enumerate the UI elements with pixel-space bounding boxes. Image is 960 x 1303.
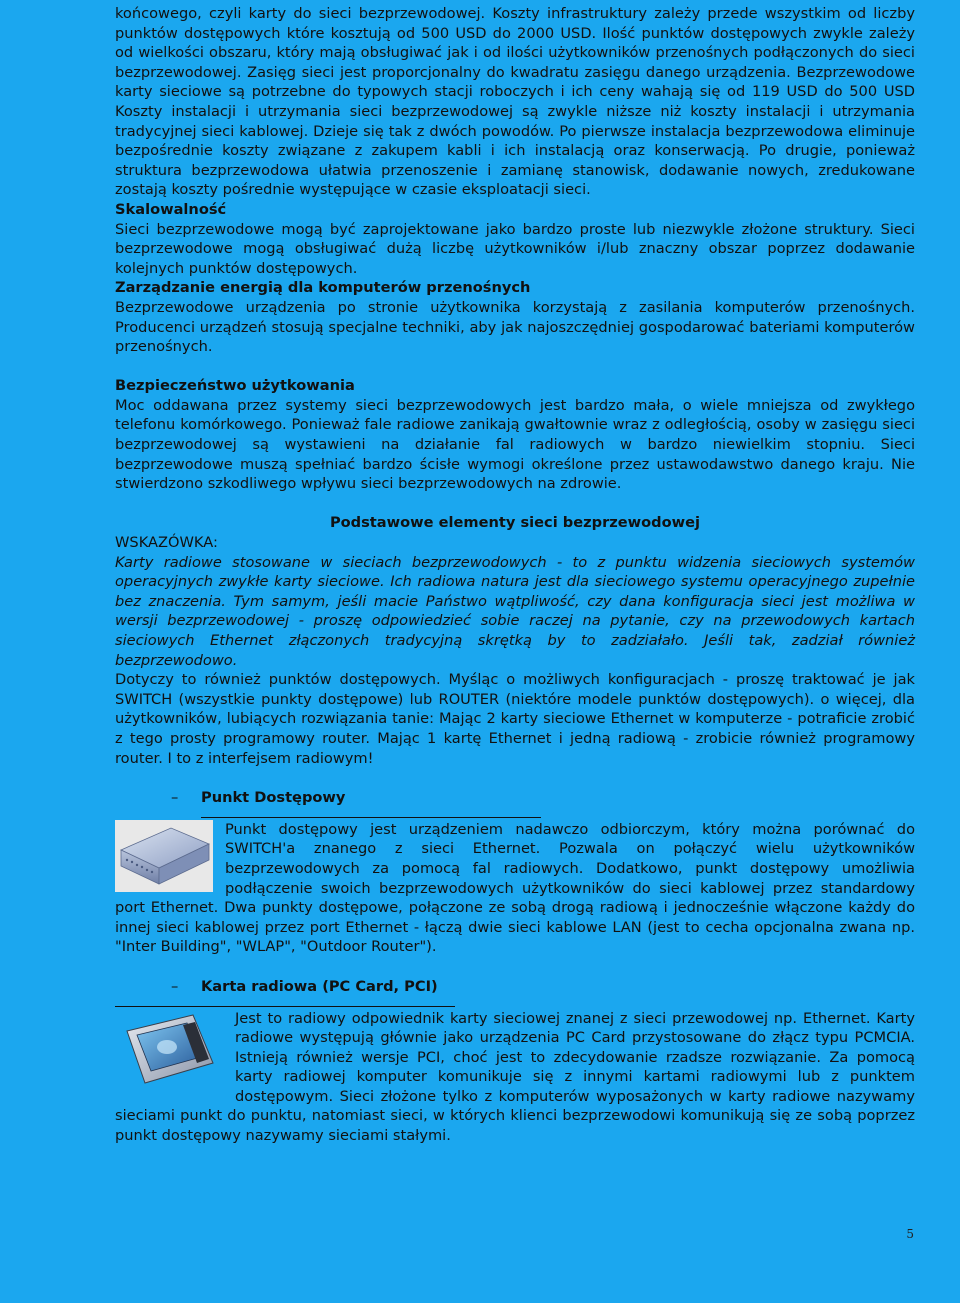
paragraph-radio-card: Jest to radiowy odpowiednik karty sieciowej znanej z sieci przewodowej np. Ethernet. Karty radiowe występują głównie jako urządzenia PC Card przystosowane do złącz typu PCMCIA. Istnieją również wersje PCI, choć jest to zdecydowanie rzadsze rozwiązanie. Za pomocą karty radiowej komputer komunikuje się z innymi kartami radiowymi lub z punktem dostępowym. Sieci złożone tylko z komputerów wyposażonych w karty radiowe nazywamy sieciami punkt do punktu, natomiast sieci, w których klienci bezprzewodowi komunikują się ze sobą poprzez punkt dostępowy nazywamy sieciami stałymi. — [115, 1009, 915, 1145]
paragraph-safety: Moc oddawana przez systemy sieci bezprzewodowych jest bardzo mała, o wiele mniejsza od zwykłego telefonu komórkowego. Ponieważ fale radiowe zanikają gwałtownie wraz z odległością, osoby w zasięgu sieci bezprzewodowej są wystawieni na działanie fal radiowych w bardzo niewielkim stopniu. Sieci bezprzewodowe muszą spełniać bardzo ścisłe wymogi określone przez ustawodawstwo danego kraju. Nie stwierdzono szkodliwego wpływu sieci bezprzewodowych na zdrowie. — [115, 396, 915, 493]
heading-access-point: Punkt Dostępowy — [201, 789, 346, 807]
paragraph-tip: Karty radiowe stosowane w sieciach bezprzewodowych - to z punktu widzenia sieciowych systemów operacyjnych zwykłe karty sieciowe. Ich radiowa natura jest dla sieciowego systemu operacyjnego zupełnie bez znaczenia. Tym samym, jeśli macie Państwo wątpliwość, czy dana konfiguracja sieci jest możliwa w wersji bezprzewodowej - proszę odpowiedzieć sobie raczej na pytanie, czy na przewodowych kartach sieciowych Ethernet złączonych tradycyjną skrętką by to zadziałało. Jeśli tak, zadział również bezprzewodowo. — [115, 553, 915, 669]
access-point-image — [115, 820, 213, 892]
paragraph-scalability: Sieci bezprzewodowe mogą być zaprojektowane jako bardzo proste lub niezwykle złożone struktury. Sieci bezprzewodowe mogą obsługiwać dużą liczbę użytkowników i/lub znaczny obszar poprzez dodawanie kolejnych punktów dostępowych. — [115, 220, 915, 277]
paragraph-costs: końcowego, czyli karty do sieci bezprzewodowej. Koszty infrastruktury zależy przede wszystkim od liczby punktów dostępowych które kosztują od 500 USD do 2000 USD. Ilość punktów dostępowych zwykle zależy od wielkości obszaru, który mają obsługiwać jak i od ilości użytkowników przenośnych podłączonych do sieci bezprzewodowej. Zasięg sieci jest proporcjonalny do kwadratu zasięgu danego urządzenia. Bezprzewodowe karty sieciowe są potrzebne do typowych stacji roboczych i ich ceny wahają się od 119 USD do 500 USD Koszty instalacji i utrzymania sieci bezprzewodowej są zwykle niższe niż koszty instalacji i utrzymania tradycyjnej sieci kablowej. Dzieje się tak z dwóch powodów. Po pierwsze instalacja bezprzewodowa eliminuje bezpośrednie koszty związane z zakupem kabli i ich instalacją oraz konserwacją. Po drugie, ponieważ struktura bezprzewodowa ułatwia przenoszenie i zamianę stanowisk, dodawanie nowych, zredukowane zostają koszty pośrednie występujące w czasie eksploatacji sieci. — [115, 5, 915, 199]
heading-safety: Bezpieczeństwo użytkowania — [115, 377, 355, 395]
underline-rule — [201, 817, 541, 818]
heading-radio-card: Karta radiowa (PC Card, PCI) — [201, 977, 438, 995]
paragraph-power-management: Bezprzewodowe urządzenia po stronie użytkownika korzystają z zasilania komputerów przenośnych. Producenci urządzeń stosują specjalne techniki, aby jak najoszczędniej gospodarować bateriami komputerów przenośnych. — [115, 298, 915, 356]
paragraph-access-point: Punkt dostępowy jest urządzeniem nadawczo odbiorczym, który można porównać do SWITCH'a znanego z sieci Ethernet. Pozwala on połączyć wielu użytkowników bezprzewodowych za pomocą fal radiowych. Dodatkowo, punkt dostępowy umożliwia podłączenie swoich bezprzewodowych użytkowników do sieci kablowej przez standardowy port Ethernet. Dwa punkty dostępowe, połączone ze sobą drogą radiową i jednocześnie włączone każdy do innej sieci kablowej przez port Ethernet - łączą dwie sieci kablowe LAN (jest to cecha opcjonalna zwana np. "Inter Building", "WLAP", "Outdoor Router"). — [115, 820, 915, 956]
paragraph-access-points-config: Dotyczy to również punktów dostępowych. Myśląc o możliwych konfiguracjach - proszę traktować je jak SWITCH (wszystkie punkty dostępowe) lub ROUTER (niektóre modele punktów dostępowych). o więcej, dla użytkowników, lubiących rozwiązania tanie: Mając 2 karty sieciowe Ethernet w komputerze - potraficie zrobić z tego prosty programowy router. Mając 1 kartę Ethernet i jedną radiową - zrobicie również programowy router. I to z interfejsem radiowym! — [115, 671, 915, 767]
document-body — [115, 4, 915, 1146]
bullet-dash: – — [171, 789, 179, 807]
bullet-radio-card — [171, 977, 915, 997]
section-title-basic-elements: Podstawowe elementy sieci bezprzewodowej — [329, 514, 701, 532]
underline-rule — [115, 1006, 455, 1007]
heading-power-management: Zarządzanie energią dla komputerów przenośnych — [115, 279, 531, 297]
pc-card-image — [123, 1013, 221, 1087]
heading-scalability: Skalowalność — [115, 200, 227, 218]
tip-label: WSKAZÓWKA: — [115, 534, 218, 552]
bullet-access-point — [171, 788, 915, 808]
bullet-dash: – — [171, 977, 179, 995]
page-number: 5 — [906, 1227, 914, 1241]
